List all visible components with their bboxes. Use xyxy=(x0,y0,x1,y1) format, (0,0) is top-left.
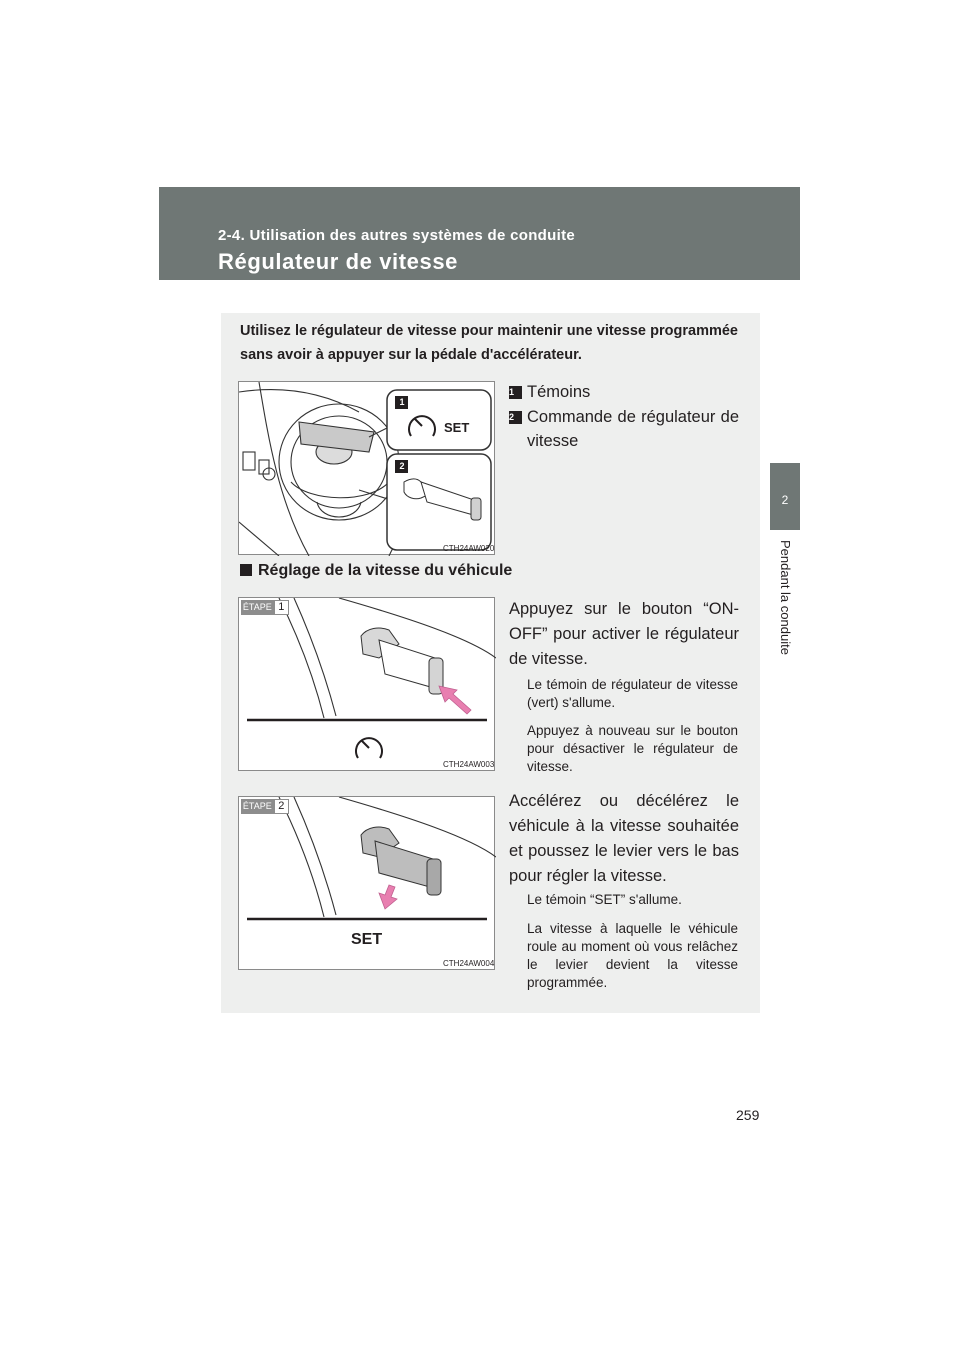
step2-figure xyxy=(238,796,495,970)
callout-number-2: 2 xyxy=(399,461,405,471)
legend-number-1: 1 xyxy=(509,386,522,399)
legend-item-lever xyxy=(509,405,739,453)
cockpit-figure xyxy=(238,381,495,555)
step2-note-1: Le témoin “SET” s'allume. xyxy=(527,892,682,907)
step1-instruction: Appuyez sur le bouton “ON-OFF” pour activer le régulateur de vitesse. xyxy=(509,600,739,668)
chapter-tab-label: Pendant la conduite xyxy=(778,540,793,655)
step-number: 1 xyxy=(274,600,289,615)
callout-number-1: 1 xyxy=(399,397,405,407)
step2-note-2: La vitesse à laquelle le véhicule roule au moment où vous relâchez le levier devient la vitesse programmée. xyxy=(527,921,738,990)
legend-text: Commande de régulateur de vitesse xyxy=(527,408,739,450)
figure-code: CTH24AW003 xyxy=(443,760,495,769)
chapter-tab-number: 2 xyxy=(781,493,789,507)
chapter-header xyxy=(159,187,800,280)
legend-text: Témoins xyxy=(527,383,591,401)
figure-code: CTH24AW004 xyxy=(443,959,495,968)
step-number: 2 xyxy=(274,799,289,814)
legend-item-indicators xyxy=(509,380,739,404)
set-indicator-text: SET xyxy=(444,420,470,435)
set-indicator-text: SET xyxy=(351,931,383,948)
page-title: Régulateur de vitesse xyxy=(218,249,459,274)
subheading xyxy=(240,562,512,580)
chapter-tab[interactable] xyxy=(770,463,800,530)
cockpit-illustration xyxy=(239,382,496,556)
step-badge xyxy=(241,799,289,814)
step-label: ÉTAPE xyxy=(241,600,274,615)
intro-text: Utilisez le régulateur de vitesse pour maintenir une vitesse programmée sans avoir à appuyer sur la pédale d'accélérateur. xyxy=(240,323,738,363)
section-title: 2-4. Utilisation des autres systèmes de conduite xyxy=(218,227,576,244)
subheading-text: Réglage de la vitesse du véhicule xyxy=(258,562,513,579)
page-number: 259 xyxy=(736,1107,760,1123)
step-badge xyxy=(241,600,289,615)
figure-code: CTH24AW020 xyxy=(443,544,495,553)
step2-instruction: Accélérez ou décélérez le véhicule à la vitesse souhaitée et poussez le levier vers le bas pour régler la vitesse. xyxy=(509,792,739,885)
step1-note-2: Appuyez à nouveau sur le bouton pour désactiver le régulateur de vitesse. xyxy=(527,723,738,774)
legend-number-2: 2 xyxy=(509,411,522,424)
step1-note-1: Le témoin de régulateur de vitesse (vert) s'allume. xyxy=(527,677,738,710)
bullet-square-icon xyxy=(240,564,252,576)
step1-figure xyxy=(238,597,495,771)
step-label: ÉTAPE xyxy=(241,799,274,814)
step1-illustration xyxy=(239,598,496,772)
